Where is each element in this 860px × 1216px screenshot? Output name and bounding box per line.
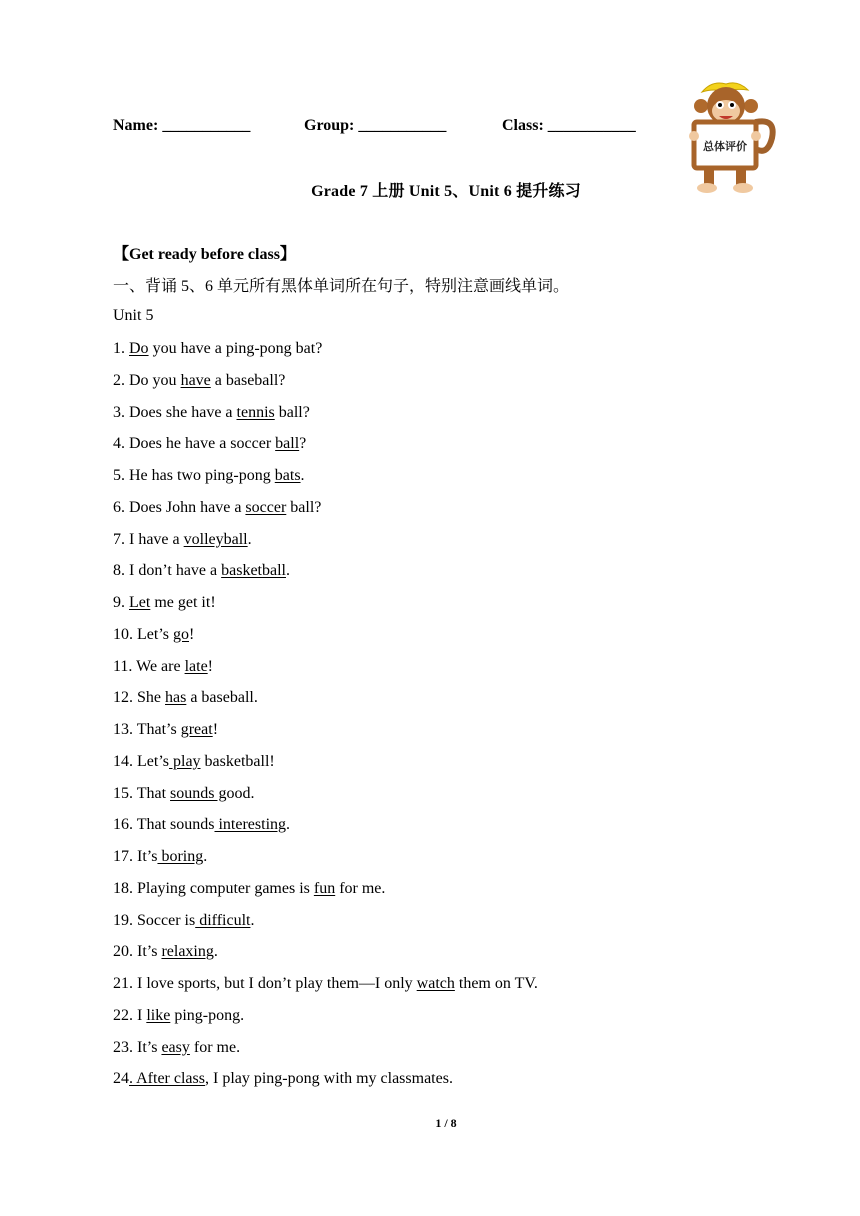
sentence-item [113,814,538,846]
sentence-item [113,465,538,497]
sentence-item [113,497,538,529]
underlined-word: fun [313,879,336,897]
sentence-item [113,338,538,370]
underlined-word: go [173,625,189,643]
sentence-text: ball? [274,403,310,421]
sentence-text: 23. It’s [113,1038,162,1056]
underlined-word: Do [129,340,149,357]
sentence-text: . [213,943,218,961]
sentence-text: ood. [226,784,255,802]
underlined-word: bats [274,467,301,484]
page-number: 1 / 8 [435,1116,457,1130]
sentence-text: for me. [335,879,386,897]
sentence-text: 15. That [113,784,171,802]
underlined-word: great [180,721,213,738]
sentence-item [113,846,538,878]
instruction-text: 一、背诵 5、6 单元所有黑体单词所在句子，特别注意画线单词。 [113,278,570,295]
underlined-word: has [165,689,187,707]
sentence-text: a baseball. [186,689,258,707]
sentence-text: a baseball? [210,371,286,389]
sentence-text: 19. Soccer is [113,911,196,929]
sentence-text: 3. Does she have a [113,403,237,421]
sentence-item [113,1037,538,1069]
sentence-item [113,1068,538,1100]
sentence-item [113,529,538,561]
sentence-text: 10. Let’s [113,625,173,643]
sentence-text: ! [207,657,213,675]
unit-label: Unit 5 [113,307,154,324]
underlined-word: watch [416,975,455,992]
sentence-text: 14. Let’s [113,752,169,770]
sentence-text: 8. I don’t have a [113,562,222,580]
sentence-text: me get it! [150,594,216,611]
worksheet-title: Grade 7 上册 Unit 5、Unit 6 提升练习 [311,183,581,200]
sentence-list [113,338,538,1100]
sentence-text: you have a ping-pong bat? [148,340,323,357]
sentence-text: 22. I [113,1006,147,1024]
underlined-word: late [184,657,208,675]
sentence-text: ? [299,435,307,453]
underlined-word: ball [275,435,300,453]
sentence-item [113,560,538,592]
sentence-text: 16. That sounds [113,816,215,834]
sentence-text: 24 [113,1070,129,1088]
sentence-text: basketball! [200,752,275,770]
sentence-text: ping-pong. [170,1006,245,1024]
sentence-text: 13. That’s [113,721,181,738]
sentence-text: . [300,467,305,484]
sentence-item [113,370,538,402]
underlined-word: difficult [195,911,251,929]
sentence-item [113,910,538,942]
sentence-text: . [203,848,208,865]
sentence-text: ball? [286,498,322,516]
underlined-word: play [169,752,201,770]
underlined-word: tennis [236,403,275,421]
sentence-item [113,433,538,465]
sentence-item [113,941,538,973]
sentence-item [113,592,538,624]
sentence-text: . [250,911,255,929]
underlined-word: sounds g [170,784,227,802]
sentence-text: 5. He has two ping-pong [113,467,275,484]
underlined-word: . After class [129,1070,205,1088]
sentence-text: them on TV. [454,975,538,992]
sentence-item [113,1005,538,1037]
sentence-text: . [286,562,290,580]
sentence-text: . [247,530,252,548]
group-field: Group: ___________ [304,117,447,134]
sentence-item [113,687,538,719]
sentence-item [113,402,538,434]
underlined-word: have [180,371,211,389]
sentence-text: 2. Do you [113,371,181,389]
badge-text: 总体评价 [703,140,747,153]
sentence-text: for me. [189,1038,241,1056]
underlined-word: volleyball [183,530,248,548]
underlined-word: Let [129,594,151,611]
class-field: Class: ___________ [502,117,636,134]
sentence-text: 9. [113,594,129,611]
sentence-text: 11. We are [113,657,185,675]
sentence-text: 1. [113,340,129,357]
sentence-text: 7. I have a [113,530,184,548]
underlined-word: easy [161,1038,190,1056]
sentence-text: ! [189,625,195,643]
sentence-text: 17. It’s [113,848,158,865]
sentence-item [113,624,538,656]
underlined-word: like [146,1006,171,1024]
sentence-item [113,973,538,1005]
sentence-text: 20. It’s [113,943,162,961]
sentence-text: , I play ping-pong with my classmates. [204,1070,453,1088]
sentence-text: 12. She [113,689,165,707]
sentence-item [113,783,538,815]
sentence-text: . [286,816,291,834]
sentence-item [113,656,538,688]
name-field: Name: ___________ [113,117,251,134]
sentence-item [113,719,538,751]
underlined-word: boring [157,848,204,865]
sentence-text: ! [212,721,219,738]
sentence-text: 6. Does John have a [113,498,246,516]
section-heading: 【Get ready before class】 [113,246,296,263]
underlined-word: relaxing [161,943,214,961]
underlined-word: basketball [221,562,286,580]
sentence-item [113,878,538,910]
underlined-word: soccer [245,498,287,516]
sentence-text: 4. Does he have a soccer [113,435,276,453]
sentence-text: 18. Playing computer games is [113,879,314,897]
underlined-word: interesting [214,816,287,834]
sentence-text: 21. I love sports, but I don’t play them—I only [113,975,417,992]
sentence-item [113,751,538,783]
